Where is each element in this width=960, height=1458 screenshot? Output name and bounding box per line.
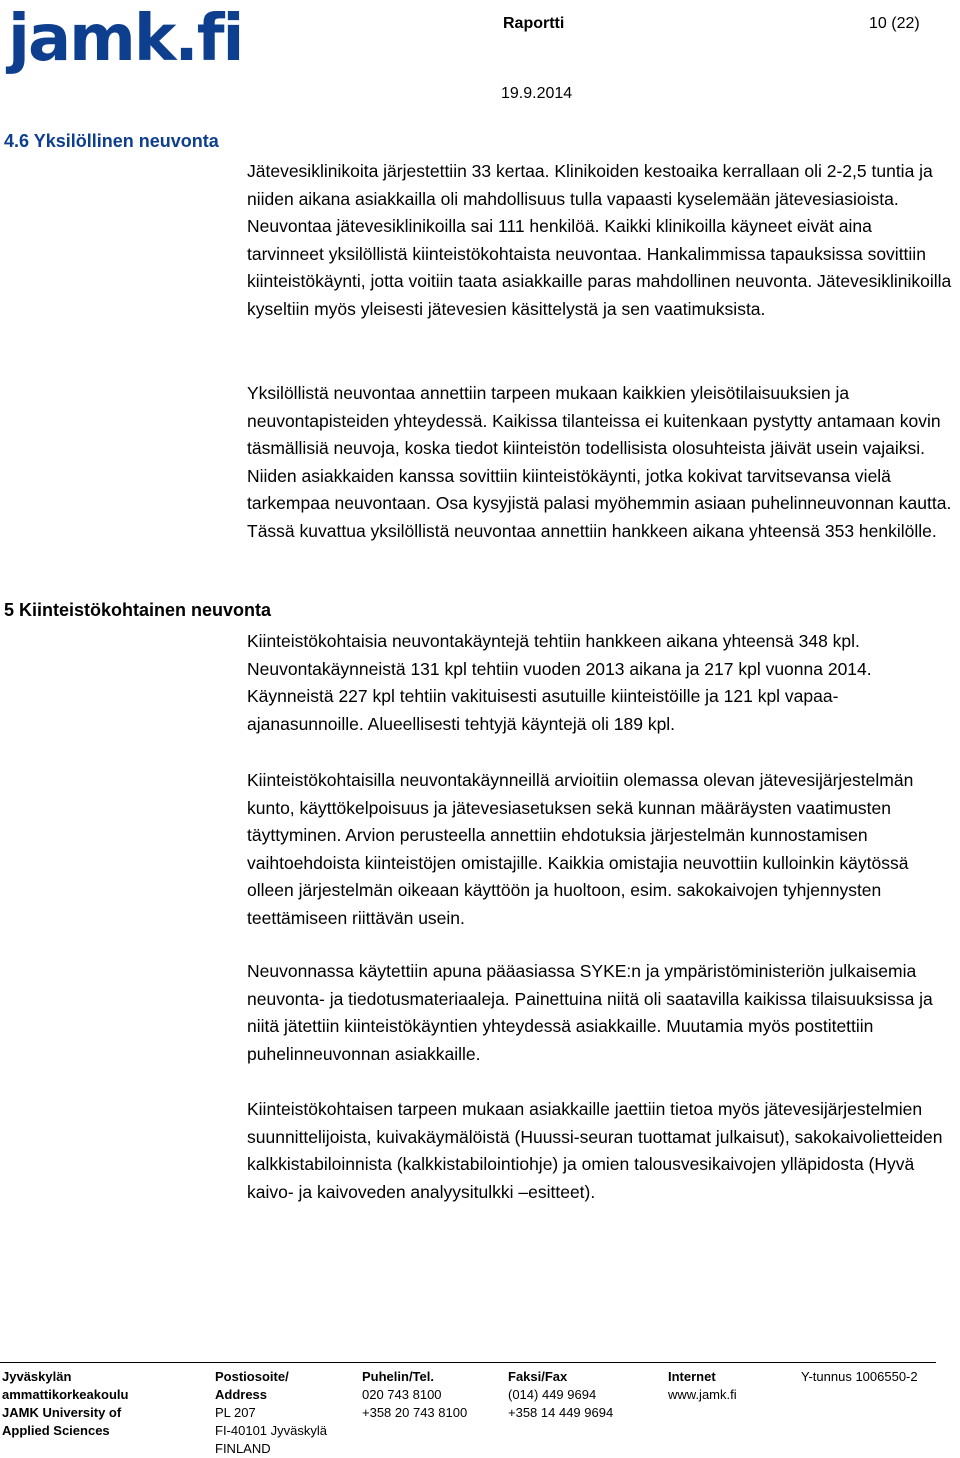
footer-organization: Jyväskylän ammattikorkeakoulu JAMK University of Applied Sciences bbox=[2, 1369, 129, 1438]
paragraph-individual-advice: Yksilöllistä neuvontaa annettiin tarpeen mukaan kaikkien yleisötilaisuuksien ja neuvontapisteiden yhteydessä. Kaikissa tilanteissa ei kuitenkaan pystytty antamaan kovin täsmällisiä neuvoja, koska tiedot kiinteistön todellisista olosuhteista jäivät usein vajaiksi. Niiden asiakkaiden kanssa sovittiin kiinteistökäynti, jotka kokivat tarvitsevansa vielä tarkempaa neuvontaan. Osa kysyjistä palasi myöhemmin asiaan puhelinneuvonnan kautta. Tässä kuvattua yksilöllistä neuvontaa annettiin hankkeen aikana yhteensä 353 henkilölle. bbox=[247, 383, 952, 541]
section-heading-5: 5 Kiinteistökohtainen neuvonta bbox=[4, 600, 272, 620]
footer-divider bbox=[0, 1362, 936, 1363]
footer-phone: Puhelin/Tel. 020 743 8100 +358 20 743 8100 bbox=[362, 1369, 468, 1420]
paragraph-visit-counts: Kiinteistökohtaisia neuvontakäyntejä tehtiin hankkeen aikana yhteensä 348 kpl. Neuvontakäynneistä 131 kpl tehtiin vuoden 2013 aikana ja 217 kpl vuonna 2014. Käynneistä 227 kpl tehtiin vakituisesti asutuille kiinteistöille ja 121 kpl vapaa-ajanasunnoille. Alueellisesti tehtyjä käyntejä oli 189 kpl. bbox=[247, 631, 872, 734]
paragraph-visit-assessment: Kiinteistökohtaisilla neuvontakäynneillä arvioitiin olemassa olevan jätevesijärjestelmän kunto, käyttökelpoisuus ja jätevesiasetuksen sekä kunnan määräysten vaatimusten täyttyminen. Arvion perusteella annettiin ehdotuksia järjestelmän kunnostamisen vaihtoehdoista kiinteistöjen omistajille. Kaikkia omistajia neuvottiin kulloinkin käytössä olleen järjestelmän oikeaan käyttöön ja huoltoon, esim. sakokaivojen tyhjennysten teettämiseen riittävän usein. bbox=[247, 770, 914, 928]
page-number: 10 (22) bbox=[869, 15, 920, 32]
footer-internet: Internet www.jamk.fi bbox=[668, 1369, 737, 1402]
footer-website-link[interactable]: www.jamk.fi bbox=[668, 1387, 737, 1402]
jamk-logo: jamk.fi bbox=[8, 2, 243, 76]
footer-business-id: Y-tunnus 1006550-2 bbox=[801, 1369, 918, 1384]
document-date: 19.9.2014 bbox=[501, 85, 573, 102]
paragraph-clinics: Jätevesiklinikoita järjestettiin 33 kertaa. Klinikoiden kestoaika kerrallaan oli 2-2,5 tuntia ja niiden aikana asiakkailla oli mahdollisuus tulla vapaasti kyselemään jätevesiasioista. Neuvontaa jätevesiklinikoilla sai 111 henkilöä. Kaikki klinikoilla käyneet eivät aina tarvinneet yksilöllistä kiinteistökohtaista neuvontaa. Hankalimmissa tapauksissa sovittiin kiinteistökäynti, jotta voitiin taata asiakkaille paras mahdollinen neuvonta. Jätevesiklinikoilla kyseltiin myös yleisesti jätevesien käsittelystä ja sen vaatimuksista. bbox=[247, 161, 952, 319]
footer-address: Postiosoite/ Address PL 207 FI-40101 Jyväskylä FINLAND bbox=[215, 1369, 327, 1456]
document-type: Raportti bbox=[503, 15, 565, 32]
paragraph-materials: Neuvonnassa käytettiin apuna pääasiassa SYKE:n ja ympäristöministeriön julkaisemia neuvonta- ja tiedotusmateriaaleja. Painettuina niitä oli saatavilla kaikissa tilaisuuksissa ja niitä jätettiin kiinteistökäyntien yhteydessä asiakkaille. Muutamia myös postitettiin puhelinneuvonnan asiakkaille. bbox=[247, 961, 933, 1064]
footer-fax: Faksi/Fax (014) 449 9694 +358 14 449 9694 bbox=[508, 1369, 614, 1420]
paragraph-additional-info: Kiinteistökohtaisen tarpeen mukaan asiakkaille jaettiin tietoa myös jätevesijärjestelmien suunnittelijoista, kuivakäymälöistä (Huussi-seuran tuottamat julkaisut), sakokaivolietteiden kalkkistabiloinnista (kalkkistabilointiohje) ja omien talousvesikaivojen ylläpidosta (Hyvä kaivo- ja kaivoveden analyysitulkki –esitteet). bbox=[247, 1099, 943, 1202]
section-heading-4-6: 4.6 Yksilöllinen neuvonta bbox=[4, 131, 219, 151]
